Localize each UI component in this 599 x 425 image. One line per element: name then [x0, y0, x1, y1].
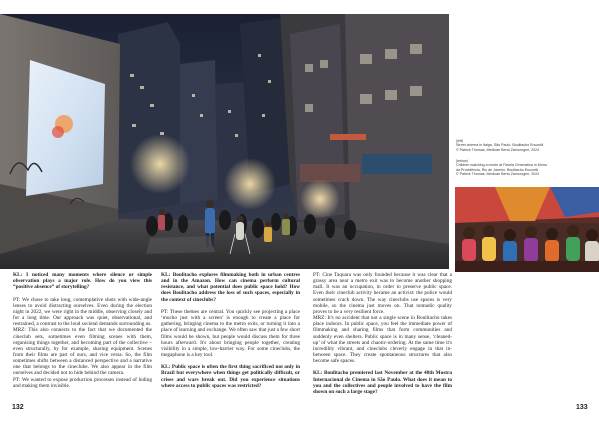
- text-column-2: [161, 272, 300, 395]
- interview-question: KL: I noticed many moments where silence or simple observation plays a major role. How do you view this “positive absence” of storytelling?: [13, 272, 152, 291]
- interview-question: KL: Boulitacho premiered last November at the 48th Mostra Internacional de Cinema in São Paulo. What does it mean to you and the collectives and people involved to have the film shown on such a large stage?: [313, 370, 452, 395]
- interview-answer: MRZ: It's no accident that not a single scene in Boulitacho takes place indoors. In public space, you feel the immediate power of filmmaking and sharing films that form communities and suddenly even shelters. Public space is in many sense, ‘cleaned-up’ of what the streets and chaotic-ordering. At the same time it's incredibly vibrant, and cineclubs cleverly engage in that in-between space. They create spontaneous structures that also become safe spaces.: [313, 315, 452, 365]
- caption-line: © Patrick Thomas, Medicae Berto Zamorogen, 2024: [456, 171, 540, 176]
- interview-question: KL: Boulitacho explores filmmaking both in urban centres and in the Amazon. How can cinema perform cultural resistance, and what potential does public space hold? How does Boulitacho address the loss of such spaces, especially in the context of cineclubs?: [161, 272, 300, 303]
- page-number-left: 132: [12, 404, 24, 411]
- interview-answer: PT: We wanted to expose production processes instead of hiding and making them invisible.: [13, 376, 152, 389]
- text-column-3: [313, 272, 452, 401]
- photo-caption-below: [456, 159, 596, 176]
- interview-answer: PT: We chose to take long, contemplative shots with wide-angle lenses to avoid distracting ourselves. Even during the election night in 2022, we were right in the middle, observing closely and for a long time. Our approach was quiet, observational, and restrained, a contrast to the loud societal demands surrounding us.: [13, 296, 152, 328]
- caption-line: © Patrick Thomas, Medicae Berto Zamorogen, 2024: [456, 147, 540, 152]
- interview-question: KL: Public space is often the first thing sacrificed not only in Brazil but everywhere when things get politically difficult, or crises and wars break out. Did you experience situations where access to public spaces was restricted?: [161, 364, 300, 389]
- interview-answer: PT: Cine Taquara was only founded because it was clear that a grassy area near a metro exit was to become another shopping mall. It was an occupation, in order to preserve public space. Even their cineclub activity became an activist: the police would sometimes crack down. The way cineclubs use spaces is very mobile, so the cinema just moves on. That nomadic quality proves to be a very resilient force.: [313, 272, 452, 315]
- caption-line: Street cinema in Itaiga, São Paulo. Boulitacho Encontã: [456, 143, 544, 148]
- interview-answer: PT: These themes are central. You quickly see projecting a place ‘mucho just with a screen’ is enough to create a place for gathering, bringing cinema to the metro exits, or turning it into a place of learning and exchange. We often saw that just a few short films would be shown, but people would discuss them for three hours afterward. It's about bringing people together, creating visibility in a simple, low-barrier way. For some cineclubs, the megaphone is a key tool.: [161, 308, 300, 358]
- caption-line: da Providência, Rio de Janeiro. Boulitacho Encontã: [456, 167, 538, 172]
- children-audience-photo: [455, 187, 599, 272]
- interview-answer: MRZ: This also connects to the fact that we documented the cineclub sets, sometimes even filming scenes with them, organising things together, and becoming part of the collective – even structurally, by for example, sharing equipment. Scenes from their films are part of ours, and vice versa. So, the film sometimes shifts between a distanced perspective and a narrative one that belongs to the cineclube. We also appear in the film ourselves and decided not to hide behind the camera.: [13, 327, 152, 377]
- caption-line: Children watching a movie at Favela Cinematica in Morro: [456, 163, 548, 168]
- text-column-1: [13, 272, 152, 395]
- page-number-right: 133: [576, 404, 588, 411]
- caption-label: (below): [456, 159, 468, 163]
- caption-label: (left): [456, 139, 464, 143]
- street-cinema-photo: [0, 14, 449, 269]
- photo-caption-left: [456, 139, 596, 152]
